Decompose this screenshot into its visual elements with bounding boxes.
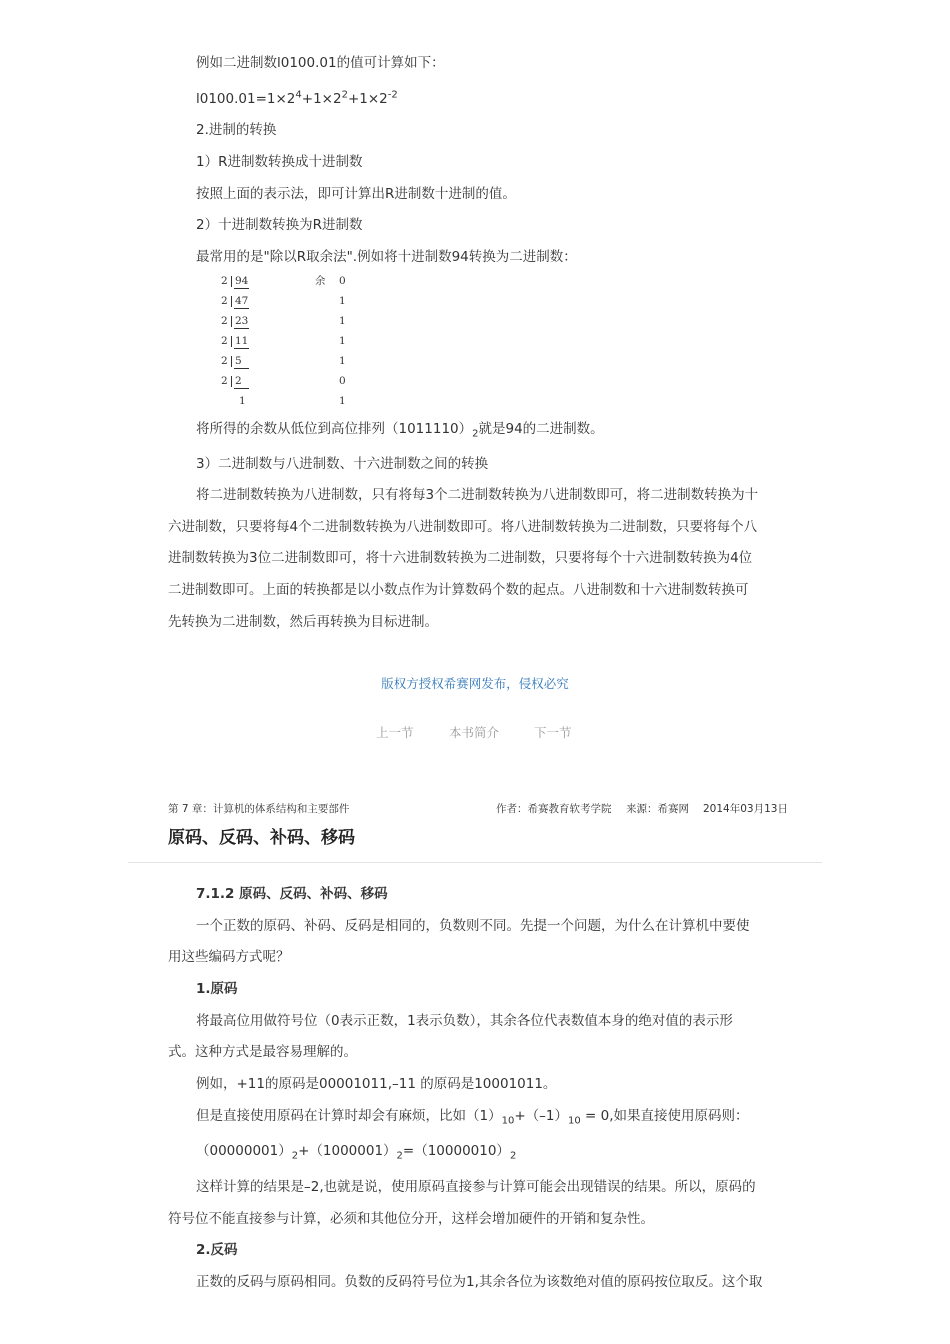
r-to-decimal-text: 按照上面的表示法，即可计算出R进制数十进制的值。	[196, 186, 516, 202]
paragraph-line: 一个正数的原码、补码、反码是相同的，负数则不同。先提一个问题，为什么在计算机中要使	[196, 918, 750, 934]
remainder: 1	[339, 335, 346, 347]
divisor: 2	[221, 335, 228, 347]
divider	[128, 862, 822, 863]
example-intro: 例如二进制数l0100.01的值可计算如下：	[196, 55, 445, 71]
paragraph-line: 将最高位用做符号位（0表示正数，1表示负数），其余各位代表数值本身的绝对值的表示形	[196, 1013, 733, 1029]
division-bar	[231, 276, 232, 287]
next-section-link[interactable]: 下一节	[534, 725, 572, 740]
divisor: 2	[221, 315, 228, 327]
quotient: 47	[235, 295, 249, 307]
divisor: 2	[221, 295, 228, 307]
divisor: 2	[221, 375, 228, 387]
subheading-binary-octal-hex: 3）二进制数与八进制数、十六进制数之间的转换	[196, 456, 489, 472]
division-final-row	[221, 394, 361, 408]
remainder: 0	[339, 375, 346, 387]
quotient: 11	[235, 335, 249, 347]
division-bar	[231, 336, 232, 347]
paragraph-line: 进制数转换为3位二进制数即可，将十六进制数转换为二进制数，只要将每个十六进制数转换为4位	[168, 550, 753, 566]
date-label: 2014年03月13日	[703, 803, 788, 815]
yuanma-example: 例如，+11的原码是00001011,–11 的原码是10001011。	[196, 1076, 557, 1092]
paragraph-line: 六进制数，只要将每4个二进制数转换为八进制数即可。将八进制数转换为二进制数，只要将每个八	[168, 519, 758, 535]
problem-line: 但是直接使用原码在计算时却会有麻烦，比如$(1)_{10}+(-1)_{10} = 0$,如果直接使用原码则：	[196, 1108, 749, 1127]
remainder: 0	[339, 275, 346, 287]
page-title: 原码、反码、补码、移码	[168, 828, 355, 848]
chapter-label: 第 7 章：计算机的体系结构和主要部件	[168, 803, 350, 815]
quotient: 5	[234, 354, 249, 369]
division-row	[221, 334, 361, 348]
remainder: 1	[339, 295, 346, 307]
heading-yuanma: 1.原码	[196, 981, 238, 997]
paragraph-line: 二进制数即可。上面的转换都是以小数点作为计算数码个数的起点。八进制数和十六进制数转换可	[168, 582, 749, 598]
divisor: 2	[221, 355, 228, 367]
paragraph-line: 式。这种方式是最容易理解的。	[168, 1044, 357, 1060]
final-quotient: 1	[239, 395, 246, 407]
division-result: 将所得的余数从低位到高位排列$(1011110)_2$就是94的二进制数。	[196, 421, 604, 440]
decimal-to-r-text: 最常用的是"除以R取余法".例如将十进制数94转换为二进制数：	[196, 249, 577, 265]
prev-section-link[interactable]: 上一节	[376, 725, 414, 740]
paragraph-line: 先转换为二进制数，然后再转换为目标进制。	[168, 614, 438, 630]
division-row	[221, 314, 361, 328]
paragraph-line: 符号位不能直接参与计算，必须和其他位分开，这样会增加硬件的开销和复杂性。	[168, 1211, 654, 1227]
subheading-r-to-decimal: 1）R进制数转换成十进制数	[196, 154, 363, 170]
division-bar	[231, 376, 232, 387]
remainder: 1	[339, 315, 346, 327]
division-row	[221, 374, 361, 388]
division-bar	[231, 316, 232, 327]
paragraph-line: 这样计算的结果是–2,也就是说，使用原码直接参与计算可能会出现错误的结果。所以，原码的	[196, 1179, 756, 1195]
division-bar	[231, 296, 232, 307]
paragraph-line: 正数的反码与原码相同。负数的反码符号位为1,其余各位为该数绝对值的原码按位取反。这个取	[196, 1274, 763, 1290]
book-intro-link[interactable]: 本书简介	[449, 725, 500, 740]
heading-conversion: 2.进制的转换	[196, 122, 277, 138]
paragraph-line: 将二进制数转换为八进制数，只有将每3个二进制数转换为八进制数即可，将二进制数转换为十	[196, 487, 759, 503]
remainder-label: 余	[315, 275, 326, 287]
division-row	[221, 294, 361, 308]
divisor: 2	[221, 275, 228, 287]
paragraph-line: 用这些编码方式呢？	[168, 949, 290, 965]
remainder: 1	[339, 355, 346, 367]
section-heading: 7.1.2 原码、反码、补码、移码	[196, 886, 388, 902]
author-label: 作者：希赛教育软考学院	[496, 803, 612, 815]
quotient: 2	[234, 374, 249, 389]
final-remainder: 1	[339, 395, 346, 407]
heading-fanma: 2.反码	[196, 1242, 238, 1258]
division-row	[221, 274, 361, 288]
quotient: 94	[235, 275, 249, 287]
copyright-notice: 版权方授权希赛网发布，侵权必究	[381, 676, 569, 691]
division-bar	[231, 356, 232, 367]
subheading-decimal-to-r: 2）十进制数转换为R进制数	[196, 217, 363, 233]
source-label: 来源：希赛网	[626, 803, 689, 815]
binary-formula: $l0100.01=1\times 2^4+1\times 2^2+1\times 2^{-2}$	[196, 89, 398, 107]
quotient: 23	[235, 315, 249, 327]
calc-line: $(00000001)_2+(1000001)_2=(10000010)_2$	[196, 1143, 517, 1162]
division-row	[221, 354, 361, 368]
